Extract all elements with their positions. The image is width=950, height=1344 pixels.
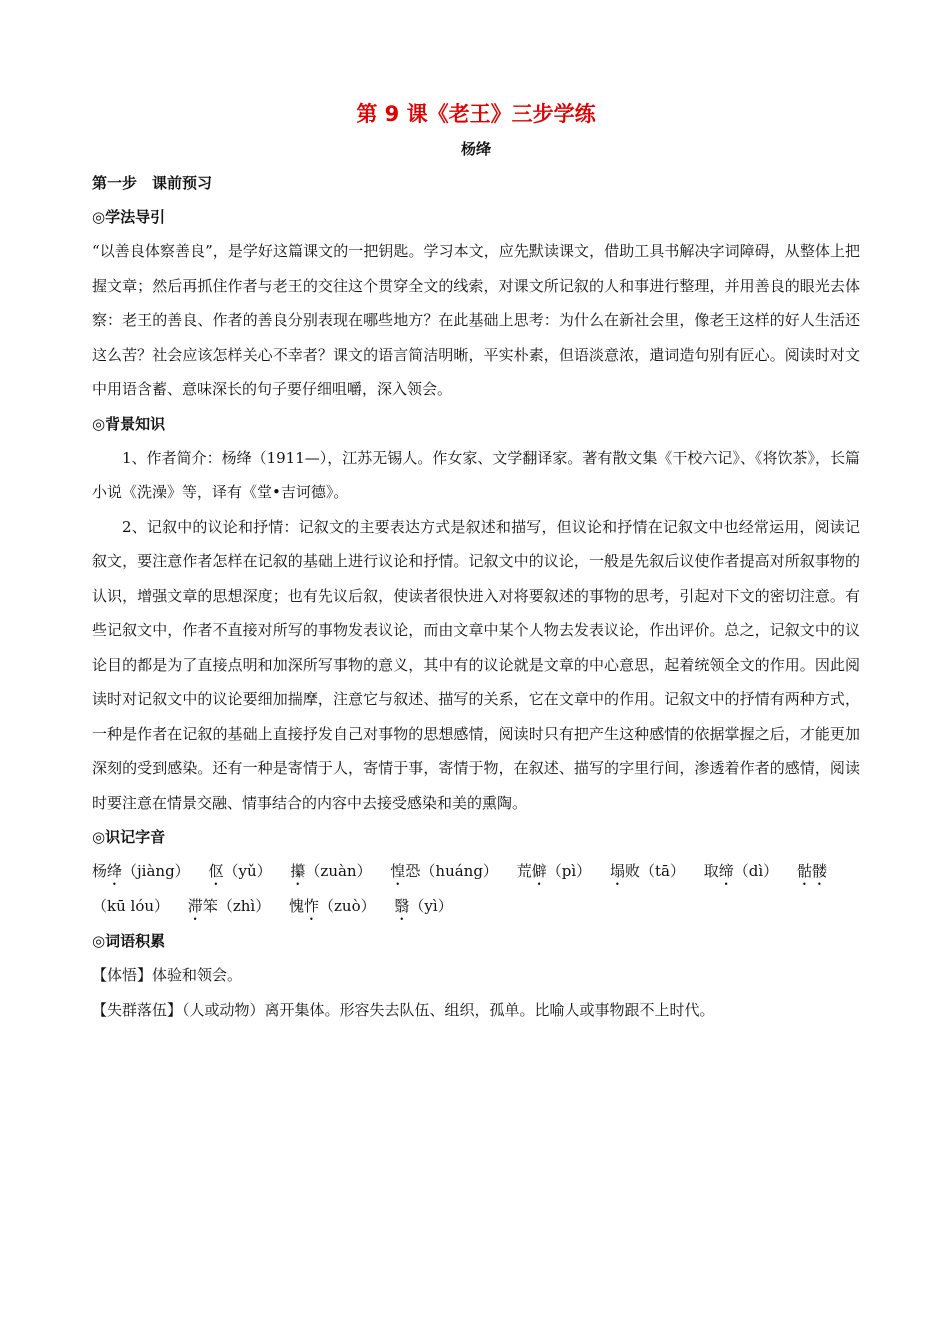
- document-title: 第 9 课《老王》三步学练: [356, 102, 596, 126]
- pronunciation-item: 荒僻（pì）: [516, 862, 592, 880]
- background-paragraph-2: 2、记叙中的议论和抒情：记叙文的主要表达方式是叙述和描写，但议论和抒情在记叙文中也经常运用，阅读记叙文，要注意作者怎样在记叙的基础上进行议论和抒情。记叙文中的议论，一般是先叙后议使作者提高对所叙事物的认识，增强文章的思想深度；也有先议后叙，使读者很快进入对将要叙述的事物的思考，引起对下文的密切注意。有些记叙文中，作者不直接对所写的事物发表议论，而由文章中某个人物去发表议论，作出评价。总之，记叙文中的议论目的都是为了直接点明和加深所写事物的意义，其中有的议论就是文章的中心意思，起着统领全文的作用。因此阅读时对记叙文中的议论要细加揣摩，注意它与叙述、描写的关系，它在文章中的作用。记叙文中的抒情有两种方式，一种是作者在记叙的基础上直接抒发自己对事物的思想感情，阅读时只有把产生这种感情的依据掌握之后，才能更加深刻的受到感染。还有一种是寄情于人，寄情于事，寄情于物，在叙述、描写的字里行间，渗透着作者的感情，阅读时要注意在情景交融、情事结合的内容中去接受感染和美的熏陶。: [92, 517, 860, 812]
- document-page: [92, 96, 860, 1027]
- step-heading: 第一步 课前预习: [92, 174, 213, 192]
- pronunciation-item: 塌败（tā）: [609, 862, 685, 880]
- study-guide-text: “以善良体察善良”，是学好这篇课文的一把钥匙。学习本文，应先默读课文，借助工具书解决字词障碍，从整体上把握文章；然后再抓住作者与老王的交往这个贯穿全文的线索，对课文所记叙的人和事进行整理，并用善良的眼光去体察：老王的善良、作者的善良分别表现在哪些地方？在此基础上思考：为什么在新社会里，像老王这样的好人生活还这么苦？社会应该怎样关心不幸者？课文的语言简洁明晰，平实朴素，但语淡意浓，遣词造句别有匠心。阅读时对文中用语含蓄、意味深长的句子要仔细咀嚼，深入领会。: [92, 242, 860, 398]
- vocabulary-entry: 【体悟】体验和领会。: [92, 966, 243, 984]
- pronunciation-item: 攥（zuàn）: [290, 862, 372, 880]
- pronunciation-item: 骷髅（kū lóu）: [92, 862, 827, 915]
- section-heading-pronunciation: ◎识记字音: [92, 828, 166, 846]
- pronunciation-item: 惶恐（huáng）: [390, 862, 498, 880]
- section-heading-vocabulary: ◎词语积累: [92, 932, 166, 950]
- author-name: 杨绛: [460, 140, 491, 158]
- pronunciation-item: 翳（yì）: [394, 897, 453, 915]
- pronunciation-item: 愧怍（zuò）: [288, 897, 376, 915]
- vocabulary-entry: 【失群落伍】（人或动物）离开集体。形容失去队伍、组织，孤单。比喻人或事物跟不上时代。: [92, 1000, 715, 1019]
- pronunciation-item: 取缔（dì）: [703, 862, 779, 880]
- section-heading-study-guide: ◎学法导引: [92, 208, 166, 226]
- pronunciation-item: 杨绛（jiàng）: [92, 862, 190, 880]
- background-paragraph-1: 1、作者简介：杨绛（1911—），江苏无锡人。作女家、文学翻译家。著有散文集《干校六记》、《将饮茶》，长篇小说《洗澡》等，译有《堂•吉诃德》。: [92, 448, 860, 501]
- section-heading-background: ◎背景知识: [92, 414, 166, 433]
- pronunciation-item: 滞笨（zhì）: [187, 897, 271, 915]
- pronunciation-list: [92, 854, 860, 924]
- pronunciation-item: 伛（yǔ）: [208, 862, 272, 880]
